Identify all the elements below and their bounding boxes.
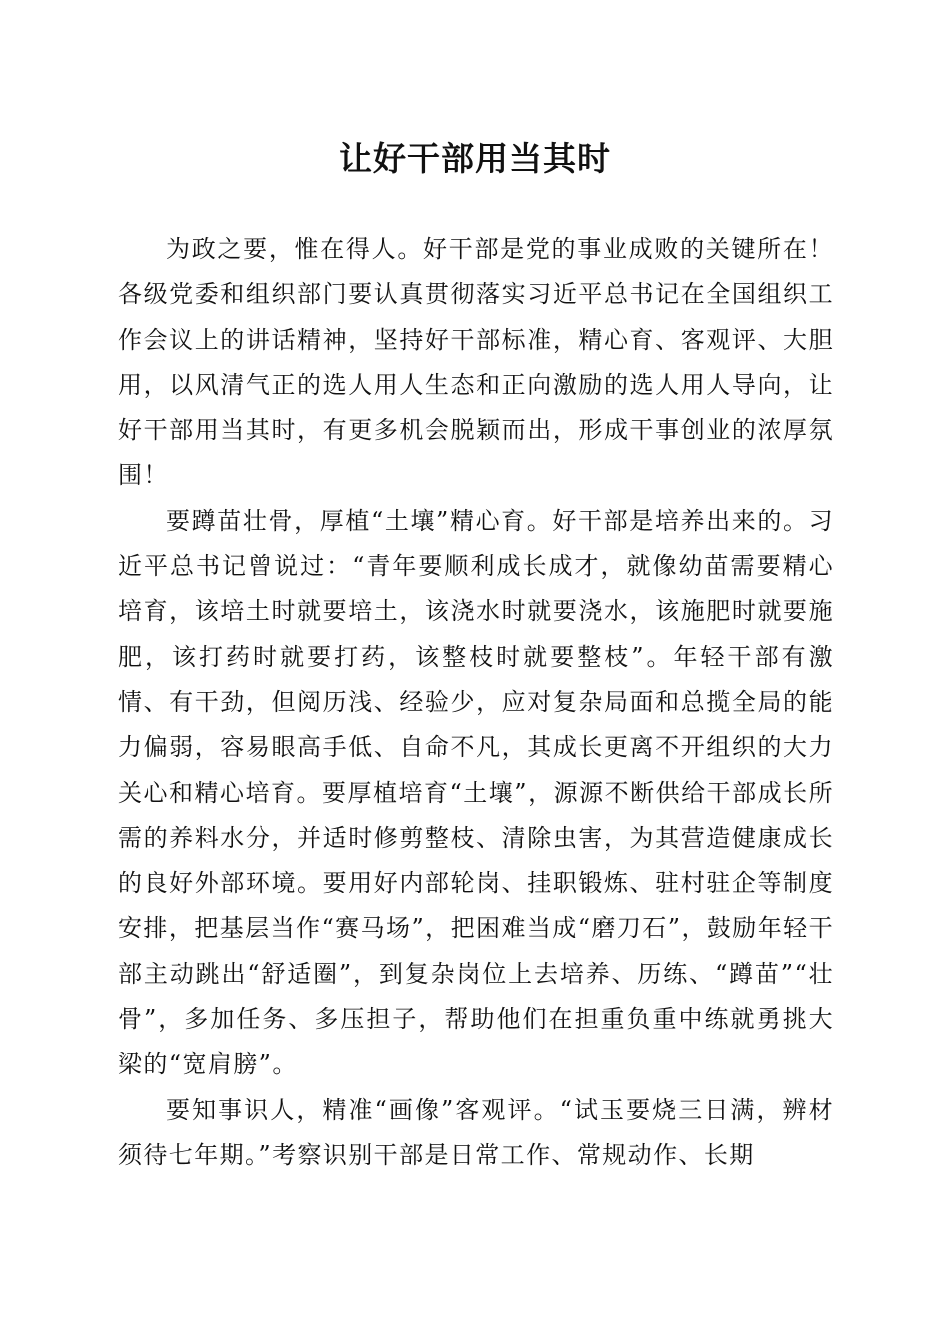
paragraph-intro: 为政之要，惟在得人。好干部是党的事业成败的关键所在！各级党委和组织部门要认真贯彻落实习近平总书记在全国组织工作会议上的讲话精神，坚持好干部标准，精心育、客观评、大胆用，以风清气正的选人用人生态和正向激励的选人用人导向，让好干部用当其时，有更多机会脱颖而出，形成干事创业的浓厚氛围！ [118, 235, 834, 490]
paragraph-cultivate: 要蹲苗壮骨，厚植“土壤”精心育。好干部是培养出来的。习近平总书记曾说过：“青年要顺利成长成才，就像幼苗需要精心培育，该培土时就要培土，该浇水时就要浇水，该施肥时就要施肥，该打药时就要打药，该整枝时就要整枝”。年轻干部有激情、有干劲，但阅历浅、经验少，应对复杂局面和总揽全局的能力偏弱，容易眼高手低、自命不凡，其成长更离不开组织的大力关心和精心培育。要厚植培育“土壤”，源源不断供给干部成长所需的养料水分，并适时修剪整枝、清除虫害，为其营造健康成长的良好外部环境。要用好内部轮岗、挂职锻炼、驻村驻企等制度安排，把基层当作“赛马场”，把困难当成“磨刀石”，鼓励年轻干部主动跳出“舒适圈”，到复杂岗位上去培养、历练、“蹲苗”“壮骨”，多加任务、多压担子，帮助他们在担重负重中练就勇挑大梁的“宽肩膀”。 [118, 506, 834, 1079]
paragraph-evaluate: 要知事识人，精准“画像”客观评。“试玉要烧三日满，辨材须待七年期。”考察识别干部是日常工作、常规动作、长期 [118, 1095, 834, 1169]
document-title: 让好干部用当其时 [339, 139, 611, 178]
document-body [118, 227, 834, 1178]
